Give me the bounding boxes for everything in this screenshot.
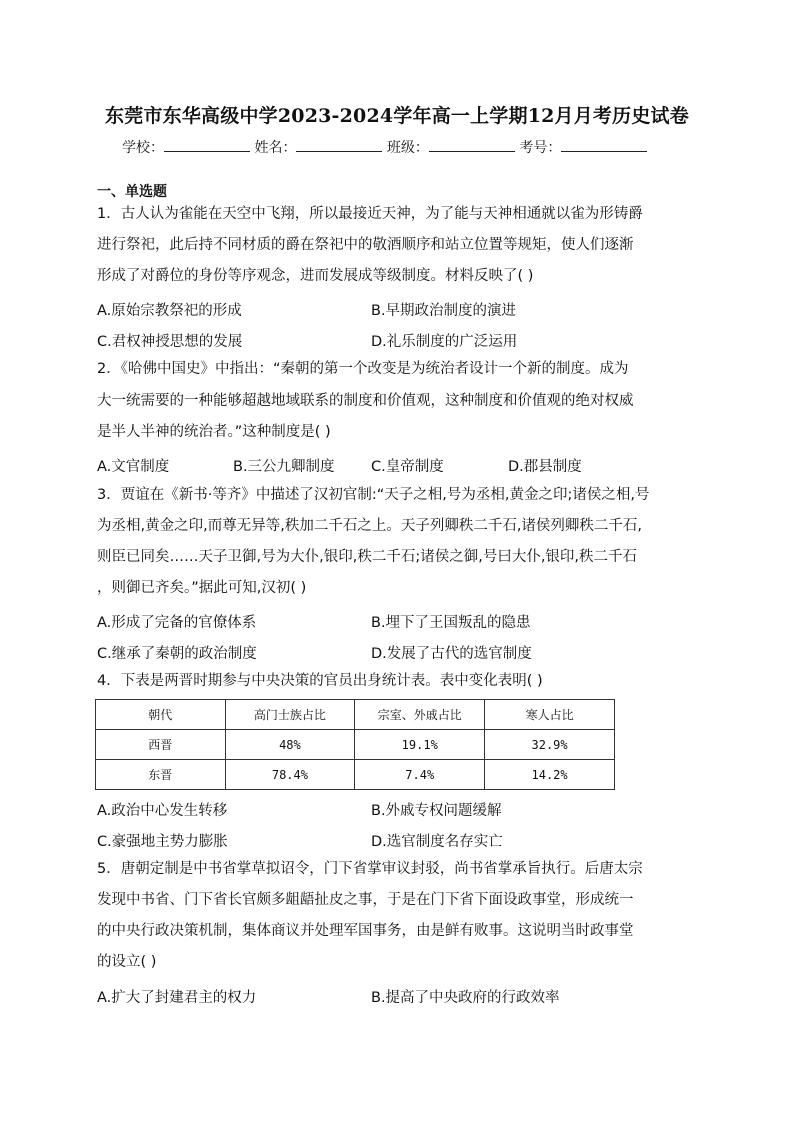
q5-line-2: 发现中书省、门下省长官颇多龃龉扯皮之事，于是在门下省下面设政事堂，形成统一 (97, 892, 634, 908)
q5-option-a[interactable]: A.扩大了封建君主的权力 (97, 990, 257, 1006)
q3-line-2: 为丞相,黄金之印,而尊无异等,秩加二千石之上。天子列卿秩二千石,诸侯列卿秩二千石, (97, 518, 643, 534)
exam-title: 东莞市东华高级中学2023-2024学年高一上学期12月月考历史试卷 (105, 105, 689, 127)
q1-option-b[interactable]: B.早期政治制度的演进 (371, 303, 517, 319)
q2-line-1: 2．《哈佛中国史》中指出：“秦朝的第一个改变是为统治者设计一个新的制度。成为 (97, 361, 629, 377)
q1-option-a[interactable]: A.原始宗教祭祀的形成 (97, 303, 242, 319)
q5-line-3: 的中央行政决策机制，集体商议并处理军国事务，由是鲜有败事。这说明当时政事堂 (97, 923, 634, 939)
school-label: 学校： (122, 140, 164, 156)
table-cell: 32.9% (485, 730, 615, 760)
q3-line-4: ，则御已齐矣。”据此可知,汉初( ) (97, 580, 307, 596)
q2-line-3: 是半人半神的统治者。”这种制度是( ) (97, 424, 331, 440)
q5-line-1: 5．唐朝定制是中书省掌草拟诏令，门下省掌审议封驳，尚书省掌承旨执行。后唐太宗 (97, 861, 643, 877)
student-info-line (122, 137, 647, 157)
class-blank[interactable] (429, 137, 515, 152)
q3-line-3: 则臣已同矣……天子卫御,号为大仆,银印,秩二千石;诸侯之御,号曰大仆,银印,秩二千石 (97, 549, 638, 565)
q1-line-1: 1．古人认为雀能在天空中飞翔，所以最接近天神，为了能与天神相通就以雀为形铸爵 (97, 206, 643, 222)
q3-option-a[interactable]: A.形成了完备的官僚体系 (97, 615, 257, 631)
table-cell: 西晋 (96, 730, 226, 760)
q3-option-c[interactable]: C.继承了秦朝的政治制度 (97, 646, 257, 662)
q1-line-3: 形成了对爵位的身份等序观念，进而发展成等级制度。材料反映了( ) (97, 268, 534, 284)
table-header-row (96, 700, 615, 730)
section-title: 一、单选题 (97, 184, 167, 200)
q4-option-c[interactable]: C.豪强地主势力膨胀 (97, 834, 228, 850)
officials-origin-table (95, 699, 615, 790)
q2-option-c[interactable]: C.皇帝制度 (371, 459, 444, 475)
table-cell: 7.4% (355, 760, 485, 790)
exam-number-label: 考号： (519, 140, 562, 156)
table-cell: 78.4% (225, 760, 355, 790)
q3-option-d[interactable]: D.发展了古代的选官制度 (371, 646, 532, 662)
q4-line-1: 4．下表是两晋时期参与中央决策的官员出身统计表。表中变化表明( ) (97, 673, 543, 689)
table-header-cell: 寒人占比 (485, 700, 615, 730)
q3-option-b[interactable]: B.埋下了王国叛乱的隐患 (371, 615, 531, 631)
name-blank[interactable] (296, 137, 382, 152)
q2-option-b[interactable]: B.三公九卿制度 (233, 459, 335, 475)
q1-line-2: 进行祭祀，此后持不同材质的爵在祭祀中的敬酒顺序和站立位置等规矩，使人们逐渐 (97, 237, 634, 253)
q2-option-d[interactable]: D.郡县制度 (508, 459, 582, 475)
table-header-cell: 宗室、外戚占比 (355, 700, 485, 730)
q5-option-b[interactable]: B.提高了中央政府的行政效率 (371, 990, 560, 1006)
table-header-cell: 朝代 (96, 700, 226, 730)
q4-option-d[interactable]: D.选官制度名存实亡 (371, 834, 503, 850)
q2-line-2: 大一统需要的一种能够超越地域联系的制度和价值观，这种制度和价值观的绝对权威 (97, 393, 634, 409)
q3-line-1: 3．贾谊在《新书·等齐》中描述了汉初官制:“天子之相,号为丞相,黄金之印;诸侯之相,号 (97, 487, 650, 503)
table-header-cell: 高门士族占比 (225, 700, 355, 730)
q1-option-d[interactable]: D.礼乐制度的广泛运用 (371, 334, 518, 350)
q4-option-a[interactable]: A.政治中心发生转移 (97, 803, 228, 819)
q1-option-c[interactable]: C.君权神授思想的发展 (97, 334, 243, 350)
table-cell: 东晋 (96, 760, 226, 790)
table-cell: 14.2% (485, 760, 615, 790)
school-blank[interactable] (164, 137, 250, 152)
table-cell: 48% (225, 730, 355, 760)
table-row (96, 760, 615, 790)
class-label: 班级： (386, 140, 429, 156)
q5-line-4: 的设立( ) (97, 954, 157, 970)
name-label: 姓名： (254, 140, 297, 156)
q2-option-a[interactable]: A.文官制度 (97, 459, 170, 475)
table-cell: 19.1% (355, 730, 485, 760)
table-row (96, 730, 615, 760)
exam-number-blank[interactable] (561, 137, 647, 152)
q4-option-b[interactable]: B.外戚专权问题缓解 (371, 803, 502, 819)
